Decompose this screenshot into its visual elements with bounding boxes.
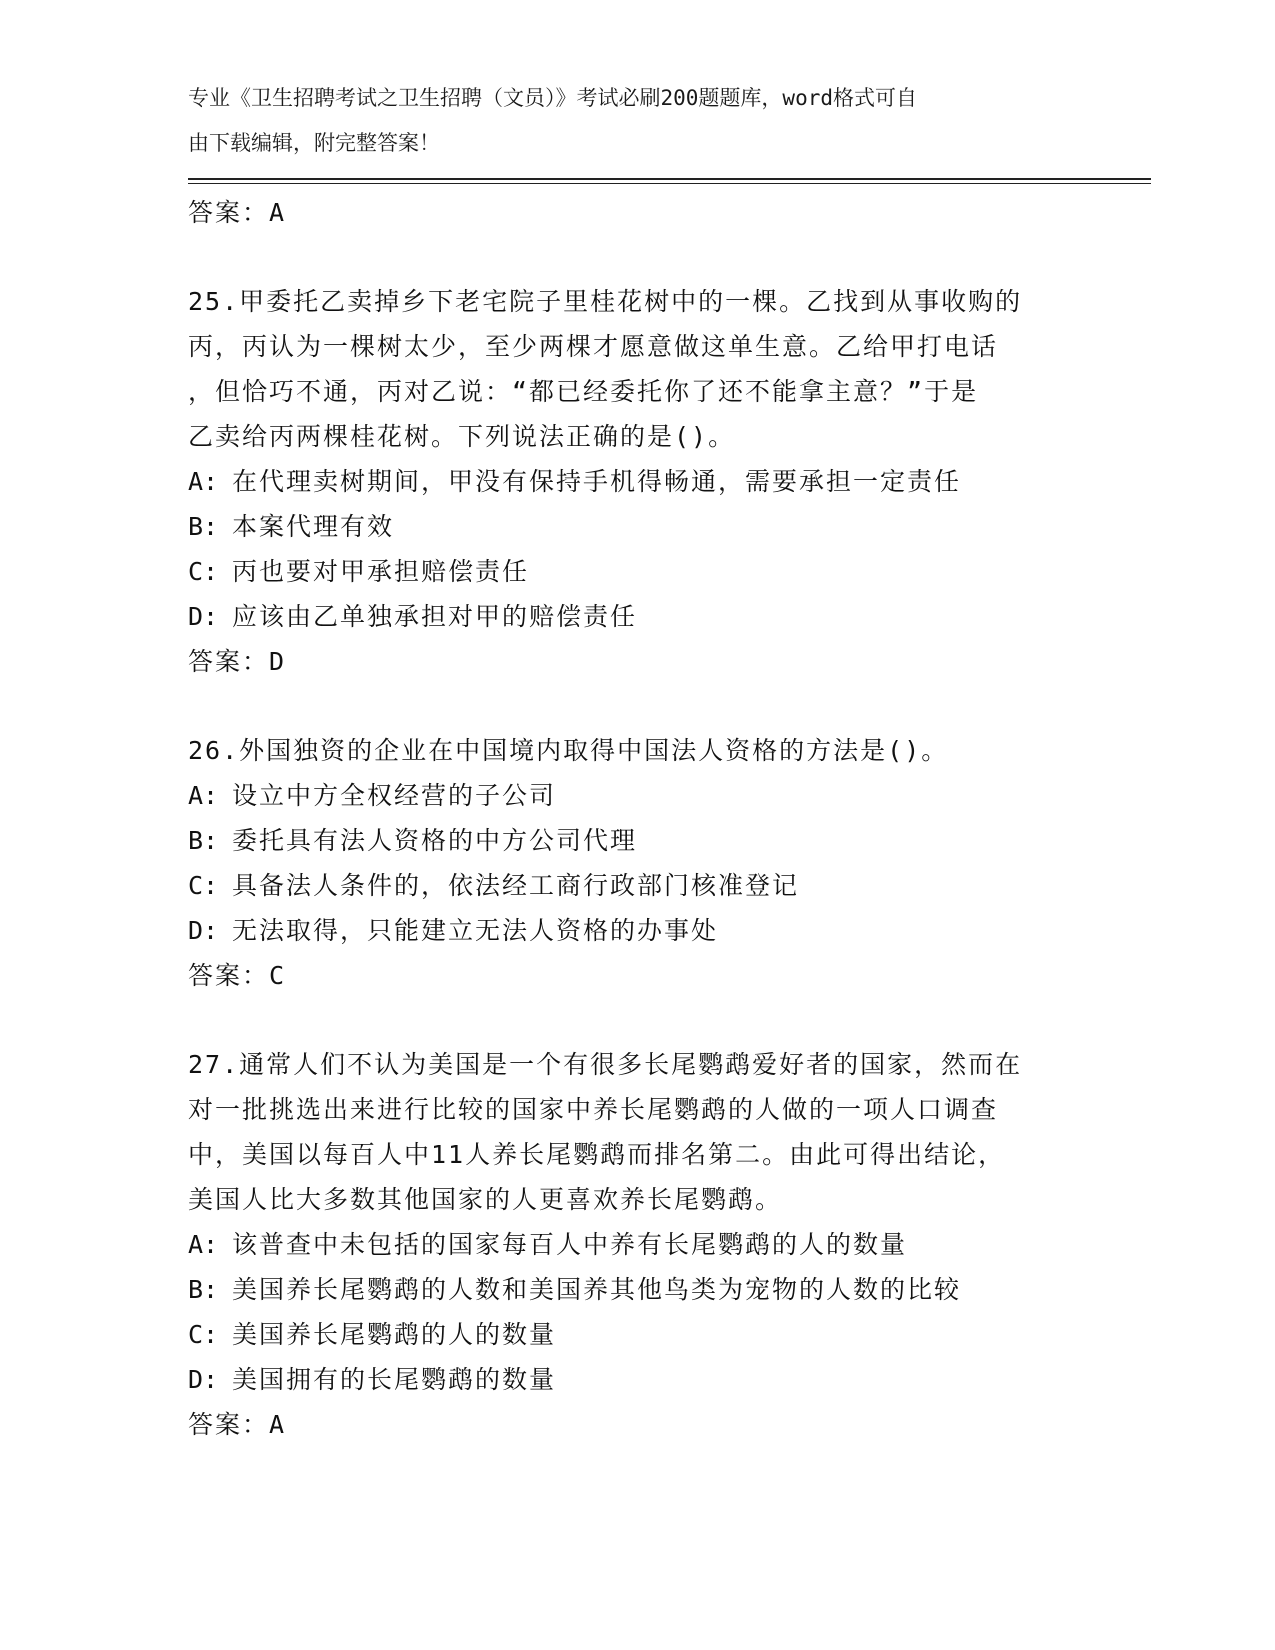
option-text: 该普查中未包括的国家每百人中养有长尾鹦鹉的人的数量 <box>232 1230 908 1259</box>
option-key: C: <box>188 557 219 586</box>
option-b <box>188 1267 1088 1312</box>
option-key: A: <box>188 467 219 496</box>
option-key: B: <box>188 826 219 855</box>
option-text: 在代理卖树期间，甲没有保持手机得畅通，需要承担一定责任 <box>232 467 962 496</box>
option-c <box>188 549 1088 594</box>
header-line-2: 由下载编辑，附完整答案！ <box>188 131 440 155</box>
option-key: B: <box>188 1275 219 1304</box>
answer-line: 答案：D <box>188 647 287 676</box>
option-text: 丙也要对甲承担赔偿责任 <box>232 557 530 586</box>
option-text: 美国养长尾鹦鹉的人的数量 <box>232 1320 557 1349</box>
option-text: 本案代理有效 <box>232 512 395 541</box>
question-text: 27.通常人们不认为美国是一个有很多长尾鹦鹉爱好者的国家，然而在 <box>188 1050 1023 1079</box>
option-a <box>188 1222 1088 1267</box>
question-text: 26.外国独资的企业在中国境内取得中国法人资格的方法是()。 <box>188 736 949 765</box>
header-divider <box>188 178 1151 180</box>
option-text: 美国养长尾鹦鹉的人数和美国养其他鸟类为宠物的人数的比较 <box>232 1275 962 1304</box>
question-text: ，但恰巧不通，丙对乙说：“都已经委托你了还不能拿主意？”于是 <box>188 377 979 406</box>
question-text: 美国人比大多数其他国家的人更喜欢养长尾鹦鹉。 <box>188 1185 783 1214</box>
question-text: 25.甲委托乙卖掉乡下老宅院子里桂花树中的一棵。乙找到从事收购的 <box>188 287 1023 316</box>
question-block <box>188 1042 1088 1447</box>
option-a <box>188 459 1088 504</box>
option-key: C: <box>188 871 219 900</box>
option-c <box>188 863 1088 908</box>
option-c <box>188 1312 1088 1357</box>
option-text: 具备法人条件的，依法经工商行政部门核准登记 <box>232 871 800 900</box>
option-key: D: <box>188 1365 219 1394</box>
question-text: 乙卖给丙两棵桂花树。下列说法正确的是()。 <box>188 422 736 451</box>
option-key: A: <box>188 781 219 810</box>
option-key: D: <box>188 602 219 631</box>
header-line-1: 专业《卫生招聘考试之卫生招聘（文员）》考试必刷200题题库，word格式可自 <box>188 86 917 110</box>
option-a <box>188 773 1088 818</box>
option-d <box>188 1357 1088 1402</box>
option-b <box>188 818 1088 863</box>
option-key: B: <box>188 512 219 541</box>
option-text: 设立中方全权经营的子公司 <box>232 781 557 810</box>
question-text: 中，美国以每百人中11人养长尾鹦鹉而排名第二。由此可得出结论， <box>188 1140 1006 1169</box>
header-divider-thin <box>188 183 1151 184</box>
option-b <box>188 504 1088 549</box>
question-block <box>188 279 1088 684</box>
option-d <box>188 908 1088 953</box>
option-key: A: <box>188 1230 219 1259</box>
option-text: 应该由乙单独承担对甲的赔偿责任 <box>232 602 638 631</box>
answer-line: 答案：C <box>188 961 287 990</box>
option-text: 无法取得，只能建立无法人资格的办事处 <box>232 916 719 945</box>
option-text: 委托具有法人资格的中方公司代理 <box>232 826 638 855</box>
question-text: 对一批挑选出来进行比较的国家中养长尾鹦鹉的人做的一项人口调查 <box>188 1095 999 1124</box>
option-text: 美国拥有的长尾鹦鹉的数量 <box>232 1365 557 1394</box>
option-d <box>188 594 1088 639</box>
document-header <box>188 76 1068 166</box>
option-key: C: <box>188 1320 219 1349</box>
answer-line: 答案：A <box>188 1410 287 1439</box>
question-block <box>188 728 1088 998</box>
question-text: 丙，丙认为一棵树太少，至少两棵才愿意做这单生意。乙给甲打电话 <box>188 332 999 361</box>
document-body <box>188 190 1088 1447</box>
option-key: D: <box>188 916 219 945</box>
answer-line: 答案：A <box>188 198 287 227</box>
